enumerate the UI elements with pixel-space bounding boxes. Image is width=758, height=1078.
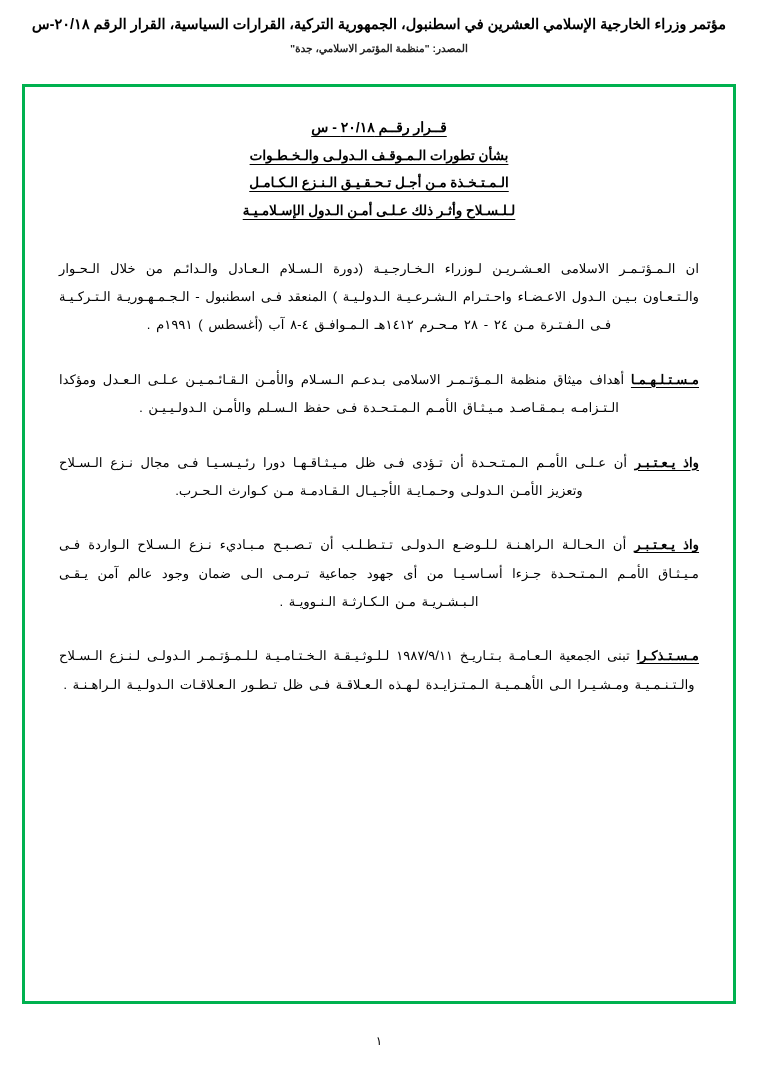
resolution-title-block bbox=[59, 113, 699, 225]
paragraph-lead: مـسـتـذكـرا bbox=[636, 648, 699, 664]
resolution-subject-line-2: الـمـتـخـذة مـن أجـل تـحـقـيـق الـنـزع الـكـامـل bbox=[249, 175, 509, 191]
page-number: ١ bbox=[375, 1034, 383, 1048]
resolution-number: قــرار رقــم ٢٠/١٨ - س bbox=[311, 119, 447, 135]
paragraph bbox=[59, 255, 699, 340]
paragraph-lead: واذ يـعـتـبـر bbox=[634, 537, 700, 553]
header-source: المصدر: "منظمة المؤتمر الاسلامي، جدة" bbox=[290, 42, 468, 55]
paragraph-text: تبنى الجمعية الـعـامـة بـتـاريـخ ١٩٨٧/٩/١١ لـلـوثـيـقـة الـخـتـامـيـة لـلـمـؤتـمـر الـدولـى لـنـزع الـسـلاح والـتـنـمـيـة ومـشـيـرا الـى الأهـمـيـة الـمـتـزايـدة لـهـذه الـعـلاقـة فـى ظل تـطـور الـعـلاقـات الـدولـيـة الـراهـنـة . bbox=[59, 648, 695, 692]
resolution-subject-line-3: لـلـسـلاح وأثـر ذلك عـلـى أمـن الـدول الإسـلامـيـة bbox=[242, 203, 516, 219]
paragraph bbox=[59, 642, 699, 699]
resolution-subject-line-1: بشأن تطورات الـمـوقـف الـدولـى والـخـطـوات bbox=[249, 147, 509, 163]
document-header bbox=[0, 0, 758, 55]
paragraph bbox=[59, 449, 699, 506]
header-title: مؤتمر وزراء الخارجية الإسلامي العشرين في اسطنبول، الجمهورية التركية، القرارات السياسية، القرار الرقم ٢٠/١٨-س bbox=[31, 17, 727, 33]
green-bordered-frame bbox=[22, 84, 736, 1004]
paragraph-text: ان الـمـؤتـمـر الاسلامى العـشـريـن لـوزراء الـخـارجـيـة (دورة الـسـلام الـعـادل والـدائـم من خلال الـحـوار والـتـعـاون بـيـن الـدول الاعـضـاء واحـتـرام الـشـرعـيـة الـدولـيـة ) المنعقد فـى اسطنبول - الـجـمـهـوريـة الـتـركـيـة فـى الـفـتـرة مـن ٢٤ - ٢٨ مـحـرم ١٤١٢هـ الـمـوافـق ٤-٨ آب (أغسطس ) ١٩٩١م . bbox=[59, 260, 699, 333]
paragraph bbox=[59, 531, 699, 616]
paragraph-text: أهداف ميثاق منظمة الـمـؤتـمـر الاسلامى بـدعـم الـسـلام والأمـن الـقـائـمـيـن عـلـى الـعـدل ومؤكدا الـتـزامـه بـمـقـاصـد مـيـثـاق الأمـم الـمـتـحـدة فـى حفظ الـسـلم والأمـن الـدولـيـيـن . bbox=[59, 371, 631, 416]
paragraph-lead: واذ يـعـتـبـر bbox=[634, 454, 699, 470]
paragraph-text: أن الـحـالـة الـراهـنـة لـلـوضـع الـدولـى تـتـطـلـب أن تـصـبـح مـبـاديء نـزع الـسـلاح الـواردة فـى مـيـثـاق الأمـم الـمـتـحـدة جـزءا أسـاسـيـا من أى جهود جماعية تـرمـى الـى ضمان وجود عالم آمن يـقـى الـبـشـريـة مـن الـكـارثـة الـنـوويـة . bbox=[59, 537, 699, 610]
paragraph-text: أن عـلـى الأمـم الـمـتـحـدة أن تـؤدى فـى ظل مـيـثـاقـهـا دورا رئـيـسـيـا فـى مجال نـزع الـسـلاح وتعزيز الأمـن الـدولـى وحـمـايـة الأجـيـال الـقـادمـة مـن كـوارث الـحـرب. bbox=[59, 454, 635, 498]
paragraph-lead: مـسـتـلـهـمـا bbox=[630, 371, 699, 387]
document-body bbox=[59, 255, 699, 700]
paragraph bbox=[59, 366, 699, 423]
